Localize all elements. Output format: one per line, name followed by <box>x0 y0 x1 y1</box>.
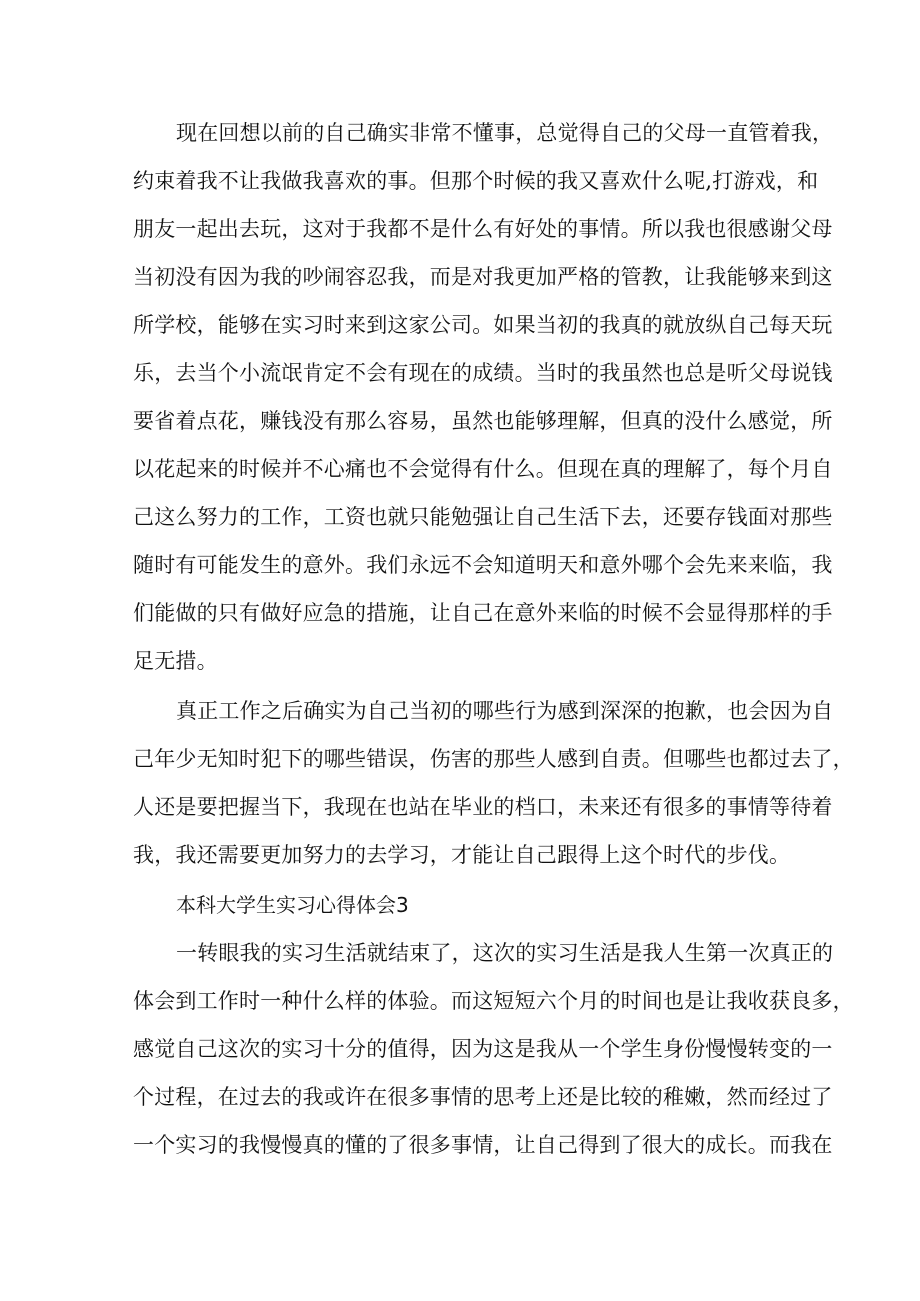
paragraph-line: 体会到工作时一种什么样的体验。而这短短六个月的时间也是让我收获良多， <box>133 989 854 1013</box>
paragraph-line: 我，我还需要更加努力的去学习，才能让自己跟得上这个时代的步伐。 <box>133 843 791 867</box>
paragraph-line: 朋友一起出去玩，这对于我都不是什么有好处的事情。所以我也很感谢父母 <box>133 217 833 241</box>
paragraph-line: 人还是要把握当下，我现在也站在毕业的档口，未来还有很多的事情等待着 <box>133 795 833 819</box>
paragraph-line: 乐，去当个小流氓肯定不会有现在的成绩。当时的我虽然也总是听父母说钱 <box>133 361 833 385</box>
paragraph-line: 以花起来的时候并不心痛也不会觉得有什么。但现在真的理解了，每个月自 <box>133 457 833 481</box>
paragraph-line: 们能做的只有做好应急的措施，让自己在意外来临的时候不会显得那样的手 <box>133 601 833 625</box>
paragraph-line: 真正工作之后确实为自己当初的哪些行为感到深深的抱歉，也会因为自 <box>176 699 834 723</box>
paragraph-line: 一转眼我的实习生活就结束了，这次的实习生活是我人生第一次真正的 <box>176 941 834 965</box>
paragraph-line: 现在回想以前的自己确实非常不懂事，总觉得自己的父母一直管着我， <box>176 121 834 145</box>
paragraph-line: 当初没有因为我的吵闹容忍我，而是对我更加严格的管教，让我能够来到这 <box>133 265 833 289</box>
paragraph-line: 一个实习的我慢慢真的懂的了很多事情，让自己得到了很大的成长。而我在 <box>133 1133 833 1157</box>
paragraph-line: 随时有可能发生的意外。我们永远不会知道明天和意外哪个会先来来临，我 <box>133 553 833 577</box>
paragraph-line: 约束着我不让我做我喜欢的事。但那个时候的我又喜欢什么呢,打游戏，和 <box>133 169 819 193</box>
paragraph-line: 要省着点花，赚钱没有那么容易，虽然也能够理解，但真的没什么感觉，所 <box>133 409 833 433</box>
paragraph-line: 感觉自己这次的实习十分的值得，因为这是我从一个学生身份慢慢转变的一 <box>133 1037 833 1061</box>
paragraph-line: 足无措。 <box>133 649 218 673</box>
paragraph-line: 所学校，能够在实习时来到这家公司。如果当初的我真的就放纵自己每天玩 <box>133 313 833 337</box>
paragraph-line: 己年少无知时犯下的哪些错误，伤害的那些人感到自责。但哪些也都过去了， <box>133 747 854 771</box>
paragraph-line: 个过程，在过去的我或许在很多事情的思考上还是比较的稚嫩，然而经过了 <box>133 1085 833 1109</box>
paragraph-line: 己这么努力的工作，工资也就只能勉强让自己生活下去，还要存钱面对那些 <box>133 505 833 529</box>
section-heading: 本科大学生实习心得体会3 <box>176 893 409 917</box>
